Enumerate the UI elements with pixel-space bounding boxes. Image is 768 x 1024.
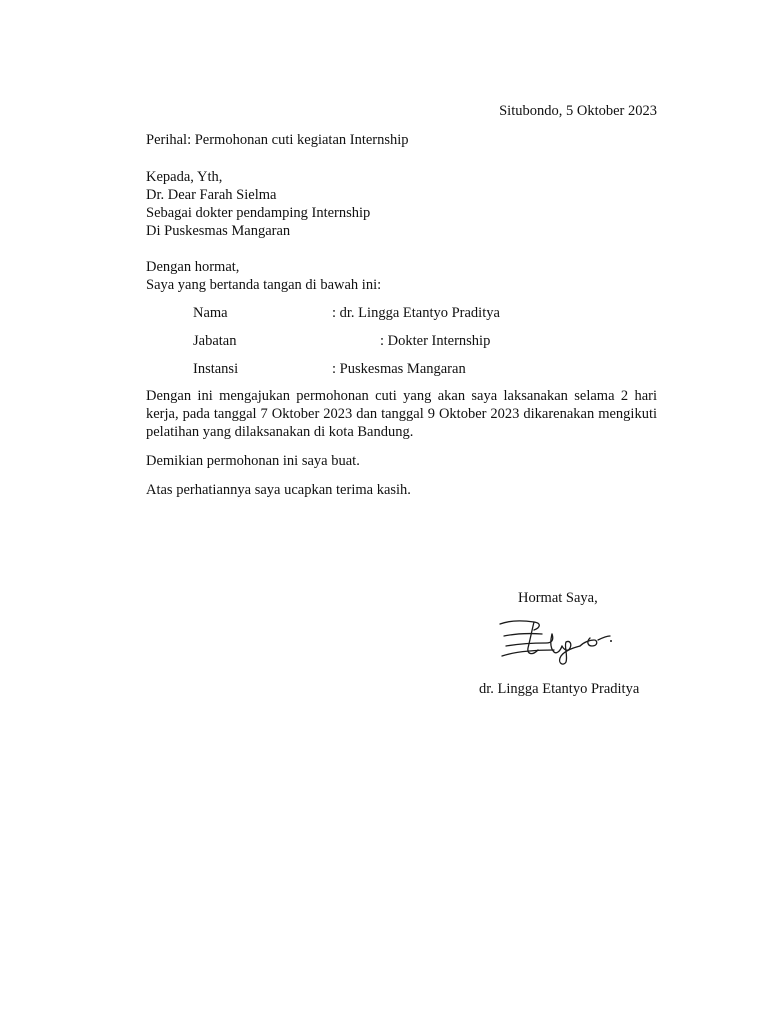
body-paragraph: Dengan ini mengajukan permohonan cuti yang akan saya laksanakan selama 2 hari kerja, pada tanggal 7 Oktober 2023 dan tanggal 9 Oktober 2023 dikarenakan mengikuti pelatihan yang dilaksanakan di kota Bandung.: [146, 388, 657, 440]
thank-you-statement: Atas perhatiannya saya ucapkan terima kasih.: [146, 482, 411, 498]
signature-image: [494, 612, 620, 668]
position-label: Jabatan: [193, 333, 237, 349]
regards-text: Hormat Saya,: [518, 590, 598, 606]
greeting: Dengan hormat,: [146, 259, 240, 275]
recipient-location: Di Puskesmas Mangaran: [146, 223, 291, 239]
institution-value: : Puskesmas Mangaran: [332, 361, 466, 377]
name-value: : dr. Lingga Etantyo Praditya: [332, 305, 500, 321]
recipient-block: [146, 168, 370, 240]
recipient-line: Kepada, Yth,: [146, 169, 223, 185]
intro-text: Saya yang bertanda tangan di bawah ini:: [146, 277, 382, 293]
letter-subject: Perihal: Permohonan cuti kegiatan Internship: [146, 132, 409, 148]
closing-statement: Demikian permohonan ini saya buat.: [146, 453, 360, 469]
greeting-block: [146, 258, 381, 294]
institution-label: Instansi: [193, 361, 239, 377]
name-label: Nama: [193, 305, 228, 321]
recipient-role: Sebagai dokter pendamping Internship: [146, 205, 371, 221]
letter-date: Situbondo, 5 Oktober 2023: [499, 103, 657, 119]
signer-name: dr. Lingga Etantyo Praditya: [479, 681, 640, 697]
recipient-name: Dr. Dear Farah Sielma: [146, 187, 277, 203]
position-value: : Dokter Internship: [380, 333, 491, 349]
